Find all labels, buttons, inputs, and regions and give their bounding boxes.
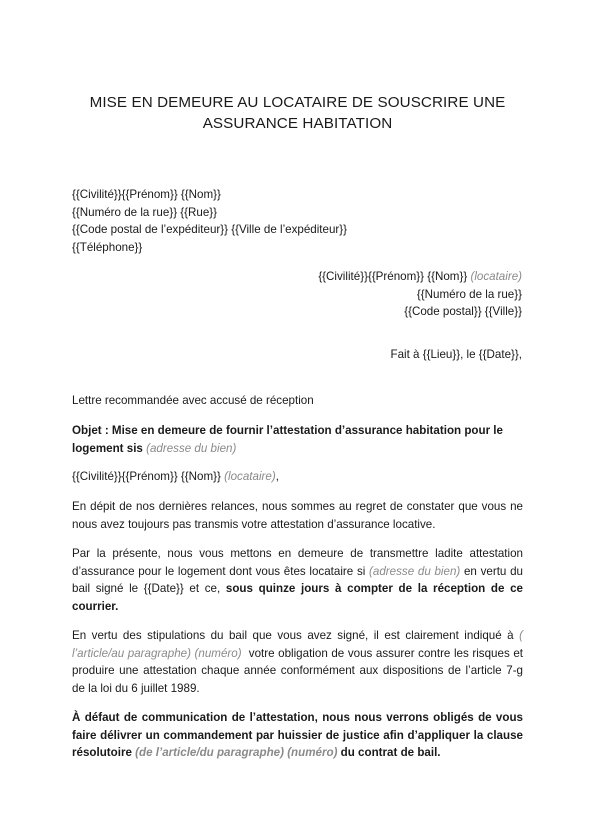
subject-address-placeholder: (adresse du bien) <box>146 441 237 455</box>
p2-text-a: Par la présente, nous vous mettons en demeure de transmettre ladite attestation d’assurance pour le logement dont vous êtes locataire si <box>72 547 523 578</box>
salutation-role-placeholder: (locataire) <box>224 470 276 483</box>
letter-title <box>60 92 535 134</box>
salutation-comma: , <box>275 470 279 483</box>
title-line-1: MISE EN DEMEURE AU LOCATAIRE DE SOUSCRIRE UNE <box>89 94 506 111</box>
subject-line <box>72 422 523 457</box>
sender-address <box>72 186 347 256</box>
p3-article-placeholder: ( l’article/au paragraphe) (numéro) <box>72 629 523 660</box>
sender-street: {{Numéro de la rue}} {{Rue}} <box>72 205 218 219</box>
sender-city: {{Code postal de l’expéditeur}} {{Ville de l’expéditeur}} <box>72 223 348 236</box>
salutation <box>72 468 523 486</box>
registered-mail-notice: Lettre recommandée avec accusé de réception <box>72 394 314 407</box>
sender-phone: {{Téléphone}} <box>72 240 143 254</box>
salutation-name: {{Civilité}}{{Prénom}} {{Nom}} <box>72 470 221 483</box>
recipient-role-placeholder: (locataire) <box>470 270 522 283</box>
paragraph-formal-notice <box>72 545 523 615</box>
p4-text-b: du contrat de bail. <box>340 746 441 759</box>
recipient-name: {{Civilité}}{{Prénom}} {{Nom}} <box>318 270 468 283</box>
paragraph-reminder: En dépit de nos dernières relances, nous sommes au regret de constater que vous ne nous avez toujours pas transmis votre attestation d’assurance locative. <box>72 500 523 531</box>
place-date-line: Fait à {{Lieu}}, le {{Date}}, <box>390 348 522 361</box>
paragraph-lease-clause <box>72 627 523 697</box>
p2-text-b: en vertu du bail signé le {{Date}} et ce, <box>72 564 523 595</box>
sender-name: {{Civilité}}{{Prénom}} {{Nom}} <box>72 188 221 201</box>
p4-text-a: À défaut de communication de l’attestation, nous nous verrons obligés de vous faire délivrer un commandement par huissier de justice afin d’appliquer la clause résolutoire <box>72 711 523 759</box>
title-line-2: ASSURANCE HABITATION <box>202 115 393 132</box>
p3-text-b: votre obligation de vous assurer contre les risques et produire une attestation chaque année conformément aux dispositions de l’article 7-g de la loi du 6 juillet 1989. <box>72 646 524 695</box>
p2-deadline: sous quinze jours à compter de la réception de ce courrier. <box>72 582 523 613</box>
paragraph-consequence <box>72 709 523 762</box>
subject-text: Objet : Mise en demeure de fournir l’attestation d’assurance habitation pour le logement sis <box>72 424 503 455</box>
recipient-street: {{Numéro de la rue}} <box>416 287 522 301</box>
recipient-name-line <box>318 268 522 286</box>
p3-text-a: En vertu des stipulations du bail que vous avez signé, il est clairement indiqué à <box>72 629 514 642</box>
recipient-city: {{Code postal}} {{Ville}} <box>404 305 522 318</box>
p2-address-placeholder: (adresse du bien) <box>369 564 461 578</box>
recipient-address <box>318 268 522 321</box>
p4-article-placeholder: (de l’article/du paragraphe) (numéro) <box>135 746 338 759</box>
